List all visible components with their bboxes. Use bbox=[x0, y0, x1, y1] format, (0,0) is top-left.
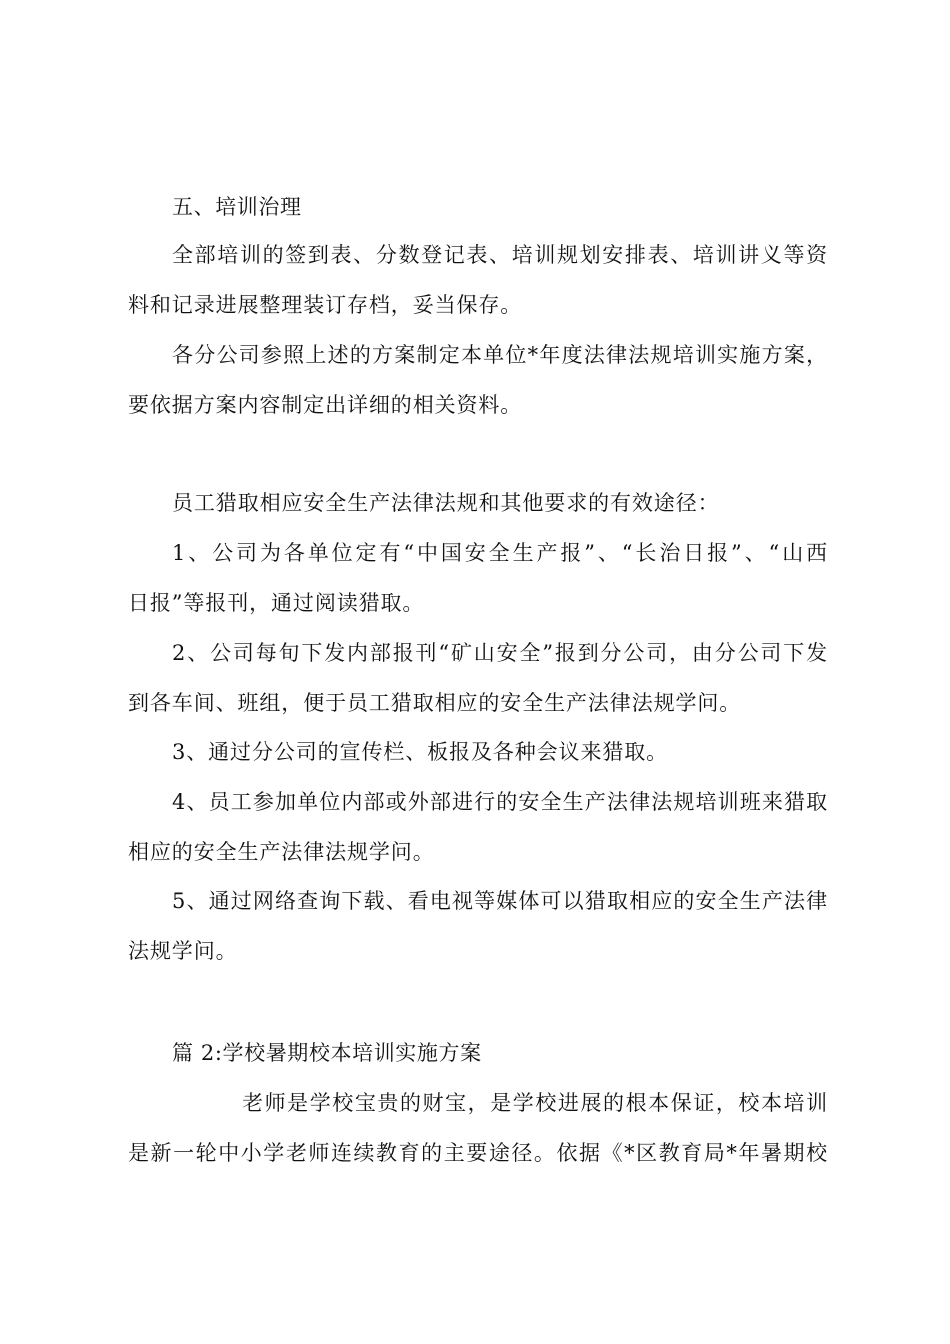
paragraph-line: 是新一轮中小学老师连续教育的主要途径。依据《*区教育局*年暑期校 bbox=[128, 1141, 828, 1165]
list-item: 5、通过网络查询下载、看电视等媒体可以猎取相应的安全生产法律 bbox=[172, 889, 828, 913]
list-item-continuation: 日报”等报刊，通过阅读猎取。 bbox=[128, 591, 425, 615]
list-item: 2、公司每旬下发内部报刊“矿山安全”报到分公司，由分公司下发 bbox=[172, 641, 828, 665]
paragraph-line: 全部培训的签到表、分数登记表、培训规划安排表、培训讲义等资 bbox=[172, 243, 828, 267]
paragraph-line: 要依据方案内容制定出详细的相关资料。 bbox=[128, 393, 523, 417]
list-item: 4、员工参加单位内部或外部进行的安全生产法律法规培训班来猎取 bbox=[172, 790, 828, 814]
paragraph-line: 老师是学校宝贵的财宝，是学校进展的根本保证，校本培训 bbox=[242, 1091, 828, 1115]
section-heading: 五、培训治理 bbox=[172, 195, 302, 219]
article-title: 篇 2:学校暑期校本培训实施方案 bbox=[172, 1041, 482, 1065]
list-item-continuation: 到各车间、班组，便于员工猎取相应的安全生产法律法规学问。 bbox=[128, 691, 742, 715]
list-item-continuation: 法规学问。 bbox=[128, 939, 238, 963]
paragraph-line: 各分公司参照上述的方案制定本单位*年度法律法规培训实施方案， bbox=[172, 343, 828, 367]
list-intro: 员工猎取相应安全生产法律法规和其他要求的有效途径： bbox=[172, 491, 720, 515]
paragraph-line: 料和记录进展整理装订存档，妥当保存。 bbox=[128, 293, 523, 317]
list-item: 3、通过分公司的宣传栏、板报及各种会议来猎取。 bbox=[172, 740, 669, 764]
list-item: 1、公司为各单位定有“中国安全生产报”、“长治日报”、“山西 bbox=[172, 541, 828, 565]
list-item-continuation: 相应的安全生产法律法规学问。 bbox=[128, 840, 435, 864]
